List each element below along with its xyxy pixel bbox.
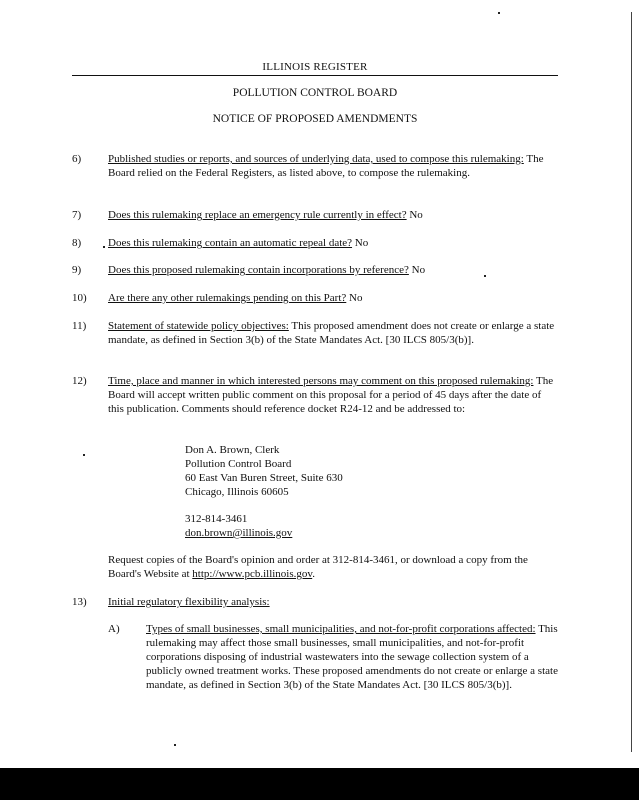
scan-footer-bar bbox=[0, 768, 639, 800]
item-text bbox=[108, 236, 558, 250]
item-body: No bbox=[406, 209, 423, 221]
scan-edge-line bbox=[631, 12, 632, 752]
item-heading: Initial regulatory flexibility analysis: bbox=[108, 596, 270, 608]
item-body: No bbox=[408, 264, 426, 276]
request-text: Request copies of the Board's opinion and order at 312-814-3461, or download a copy from the Board's Website at bbox=[108, 554, 528, 580]
item-body: The Board will accept written public comment on this proposal for a period of 45 days after the date of this publication. Comments should reference docket R24-12 and be addressed to: bbox=[108, 375, 554, 415]
item-number: 12) bbox=[72, 375, 87, 387]
item-body: The Board relied on the Federal Registers, as listed above, to compose the rulemaking. bbox=[108, 153, 544, 179]
clerk-contact bbox=[185, 512, 435, 540]
item-text bbox=[108, 595, 558, 609]
item-number: 9) bbox=[72, 264, 82, 276]
subitem-body: This rulemaking may affect those small businesses, small municipalities, and not-for-profit corporations disposing of industrial wastewaters into the sewage collection system of a publicly owned treatment works. These proposed amendments do not create or enlarge a state mandate, as defined in Section 3(b) of the State Mandates Act. [30 ILCS 805/3(b)]. bbox=[146, 623, 558, 691]
item-heading: Time, place and manner in which interested persons may comment on this proposed rulemaking: bbox=[108, 375, 534, 387]
clerk-name: Don A. Brown, Clerk bbox=[185, 444, 280, 456]
subitem-heading: Types of small businesses, small municipalities, and not-for-profit corporations affected: bbox=[146, 623, 536, 635]
item-heading: Does this proposed rulemaking contain incorporations by reference? bbox=[108, 264, 409, 276]
item-heading: Does this rulemaking replace an emergency rule currently in effect? bbox=[108, 209, 407, 221]
item-body: No bbox=[346, 292, 363, 304]
item-number: 8) bbox=[72, 237, 82, 249]
item-number: 7) bbox=[72, 209, 82, 221]
subitem-label: A) bbox=[108, 623, 120, 635]
item-heading: Does this rulemaking contain an automatic repeal date? bbox=[108, 237, 353, 249]
request-end: . bbox=[312, 568, 315, 580]
item-text bbox=[108, 374, 558, 416]
clerk-street: 60 East Van Buren Street, Suite 630 bbox=[185, 472, 343, 484]
clerk-email-link[interactable]: don.brown@illinois.gov bbox=[185, 527, 293, 539]
board-title: POLLUTION CONTROL BOARD bbox=[232, 87, 398, 99]
item-text bbox=[108, 263, 558, 277]
item-heading: Published studies or reports, and sources of underlying data, used to compose this rulemaking: bbox=[108, 153, 524, 165]
item-text bbox=[108, 152, 558, 180]
item-number: 11) bbox=[72, 320, 87, 332]
item-body: No bbox=[352, 237, 369, 249]
item-body: This proposed amendment does not create or enlarge a state mandate, as defined in Section 3(b) of the State Mandates Act. [30 ILCS 805/3(b)]. bbox=[108, 320, 555, 346]
scan-speck bbox=[498, 12, 500, 14]
subitem-text bbox=[146, 622, 558, 692]
item-number: 6) bbox=[72, 153, 82, 165]
clerk-org: Pollution Control Board bbox=[185, 458, 292, 470]
scan-speck bbox=[103, 246, 105, 248]
scan-speck bbox=[83, 454, 85, 456]
board-website-link[interactable]: http://www.pcb.illinois.gov bbox=[192, 568, 313, 580]
clerk-phone: 312-814-3461 bbox=[185, 513, 248, 525]
item-heading: Statement of statewide policy objectives: bbox=[108, 320, 289, 332]
item-number: 10) bbox=[72, 292, 87, 304]
item-number: 13) bbox=[72, 596, 87, 608]
scan-speck bbox=[484, 275, 486, 277]
request-copies-paragraph bbox=[108, 553, 558, 581]
clerk-city: Chicago, Illinois 60605 bbox=[185, 486, 289, 498]
item-heading: Are there any other rulemakings pending on this Part? bbox=[108, 292, 347, 304]
item-text bbox=[108, 208, 558, 222]
item-text bbox=[108, 319, 558, 347]
clerk-address bbox=[185, 443, 435, 499]
register-header: ILLINOIS REGISTER bbox=[72, 61, 558, 76]
scan-speck bbox=[174, 744, 176, 746]
item-text bbox=[108, 291, 558, 305]
notice-title: NOTICE OF PROPOSED AMENDMENTS bbox=[212, 113, 418, 125]
